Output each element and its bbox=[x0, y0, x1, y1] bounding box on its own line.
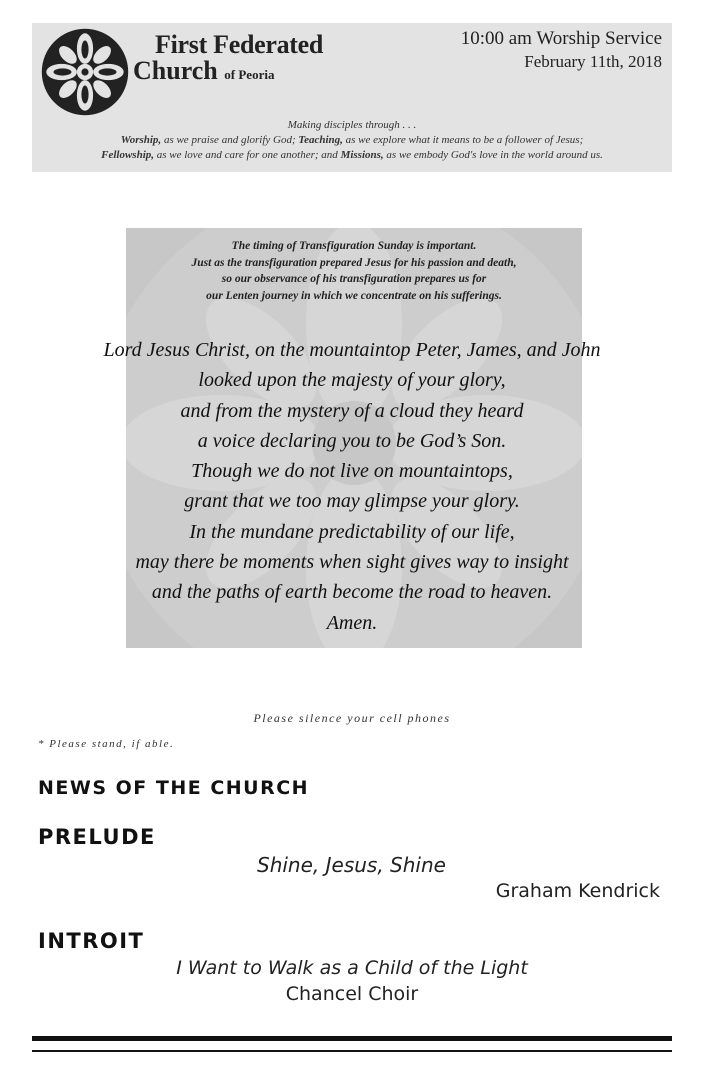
prayer-line: grant that we too may glimpse your glory. bbox=[184, 490, 520, 513]
footer-rule-thin bbox=[32, 1050, 672, 1052]
celtic-cross-logo-icon bbox=[40, 27, 130, 117]
mission-fellowship-text: as we love and care for one another; and bbox=[154, 149, 341, 161]
mission-worship: Worship, bbox=[120, 134, 162, 146]
stand-note: * Please stand, if able. bbox=[38, 738, 175, 750]
footer-rule-thick bbox=[32, 1036, 672, 1041]
mission-teaching: Teaching, bbox=[298, 134, 343, 146]
church-name-line1: First Federated bbox=[155, 30, 324, 59]
introit-heading: INTROIT bbox=[38, 929, 145, 953]
prayer-line: In the mundane predictability of our life, bbox=[189, 520, 515, 543]
mission-statement bbox=[32, 118, 672, 163]
church-word: Church bbox=[133, 56, 218, 85]
intro-line: so our observance of his transfiguration prepares us for bbox=[221, 273, 487, 285]
prayer-line: Amen. bbox=[326, 611, 378, 634]
prelude-title: Shine, Jesus, Shine bbox=[257, 853, 446, 877]
mission-worship-text: as we praise and glorify God; bbox=[161, 134, 299, 146]
silence-phones-note: Please silence your cell phones bbox=[253, 711, 451, 725]
prayer-line: looked upon the majesty of your glory, bbox=[198, 369, 506, 392]
prayer-text bbox=[0, 335, 704, 638]
introit-performer: Chancel Choir bbox=[285, 983, 419, 1005]
service-time: 10:00 am Worship Service bbox=[460, 28, 662, 49]
mission-line-1 bbox=[32, 133, 672, 148]
mission-teaching-text: as we explore what it means to be a follower of Jesus; bbox=[342, 134, 584, 146]
church-name-suffix: of Peoria bbox=[224, 67, 275, 82]
prayer-line: Lord Jesus Christ, on the mountaintop Peter, James, and John bbox=[103, 339, 601, 361]
prayer-line: a voice declaring you to be God’s Son. bbox=[197, 429, 507, 452]
mission-intro: Making disciples through . . . bbox=[287, 119, 417, 131]
prayer-line: may there be moments when sight gives way to insight bbox=[135, 551, 569, 574]
mission-fellowship: Fellowship, bbox=[101, 149, 154, 161]
service-date: February 11th, 2018 bbox=[524, 52, 662, 71]
prayer-line: and the paths of earth become the road to heaven. bbox=[151, 581, 553, 604]
introit-title: I Want to Walk as a Child of the Light bbox=[176, 957, 528, 979]
prayer-line: Though we do not live on mountaintops, bbox=[191, 460, 513, 483]
mission-line-2 bbox=[32, 148, 672, 163]
prelude-composer: Graham Kendrick bbox=[495, 880, 660, 902]
church-name-line2 bbox=[133, 56, 274, 86]
news-heading: NEWS OF THE CHURCH bbox=[38, 777, 310, 799]
transfiguration-intro bbox=[126, 238, 582, 304]
prayer-line: and from the mystery of a cloud they heard bbox=[180, 399, 524, 422]
intro-line: our Lenten journey in which we concentrate on his sufferings. bbox=[206, 289, 502, 302]
mission-missions-text: as we embody God's love in the world around us. bbox=[383, 149, 603, 161]
mission-missions: Missions, bbox=[340, 149, 384, 161]
prelude-heading: PRELUDE bbox=[38, 825, 156, 849]
intro-line: The timing of Transfiguration Sunday is important. bbox=[231, 240, 477, 252]
intro-line: Just as the transfiguration prepared Jesus for his passion and death, bbox=[191, 256, 517, 269]
